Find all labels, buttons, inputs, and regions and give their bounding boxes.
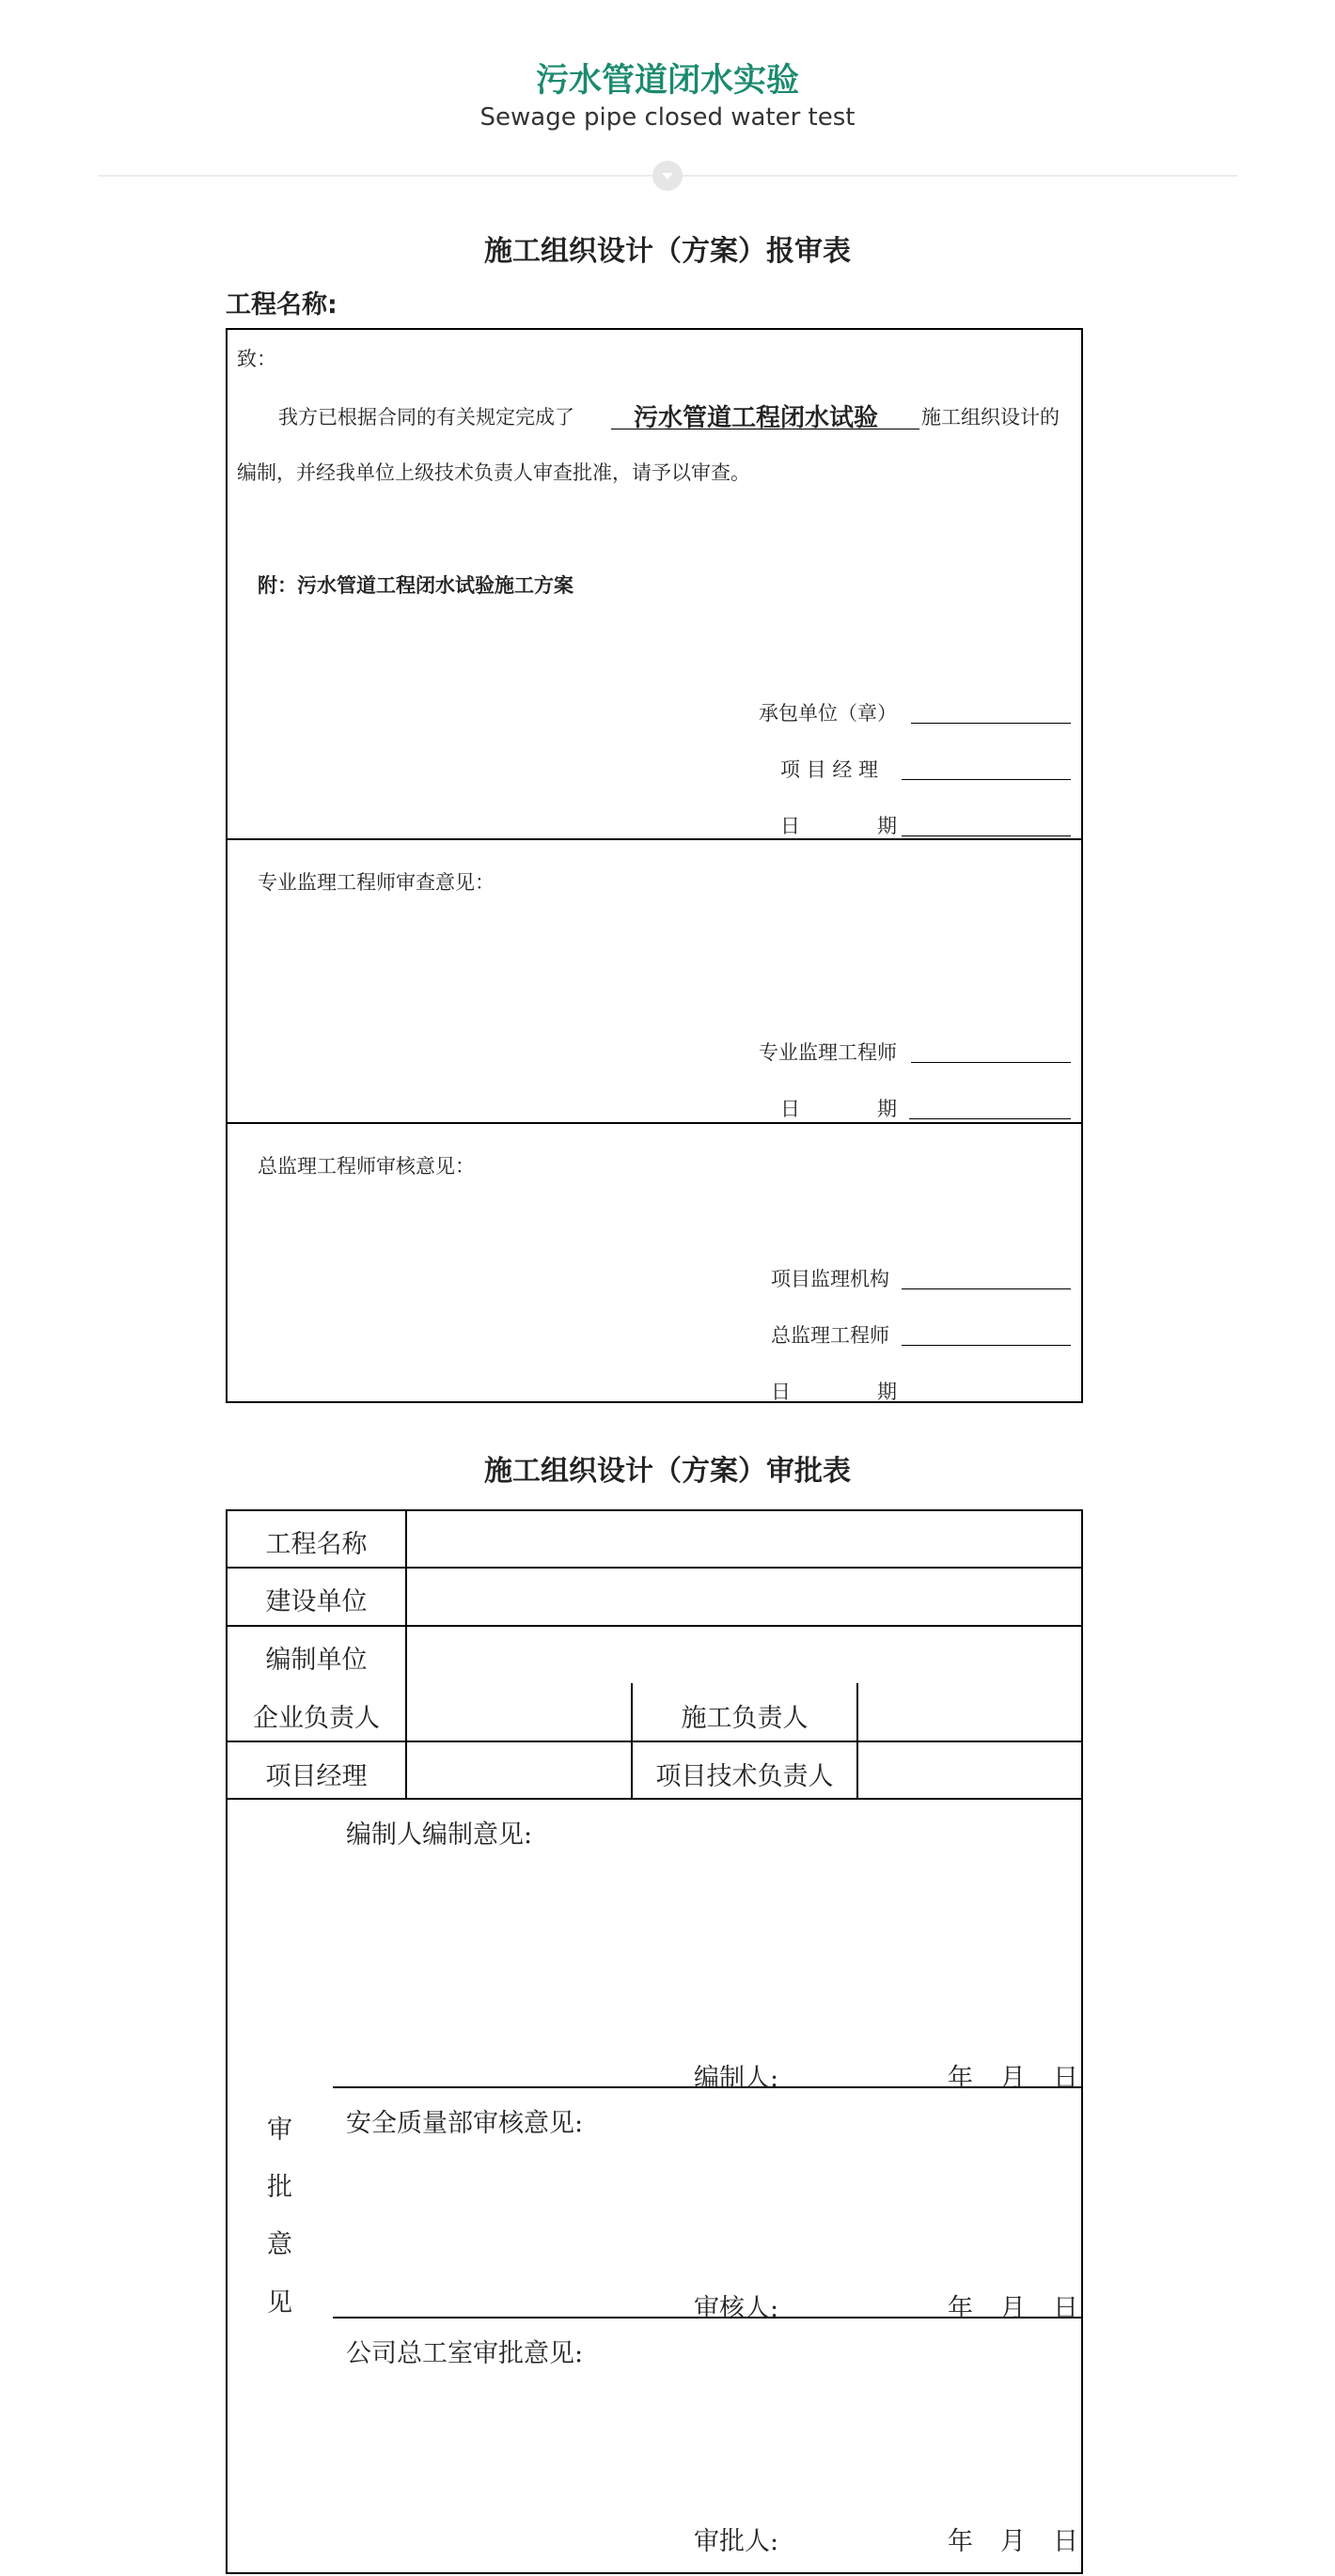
engineer-label: 专业监理工程师 — [759, 1041, 897, 1064]
date-underline-3 — [902, 1401, 1071, 1402]
form2-title: 施工组织设计（方案）审批表 — [484, 1455, 851, 1488]
opinion-char-1: 审 — [267, 2115, 292, 2145]
year-label-2: 年 — [948, 2294, 973, 2323]
body-prefix: 我方已根据合同的有关规定完成了 — [278, 406, 574, 429]
chevron-down-icon — [652, 161, 683, 191]
date-label-day-2: 日 — [780, 1098, 800, 1120]
day-label-1: 日 — [1053, 2064, 1078, 2093]
form2-row-line-4 — [226, 1798, 1083, 1800]
page-title: 污水管道闭水实验 — [535, 62, 799, 100]
safety-opinion-label: 安全质量部审核意见: — [346, 2109, 584, 2138]
page-subtitle: Sewage pipe closed water test — [479, 103, 856, 132]
org-label: 项目监理机构 — [771, 1268, 889, 1290]
org-underline — [902, 1288, 1071, 1289]
date-underline-2 — [909, 1118, 1071, 1119]
form2-col-line-3 — [856, 1683, 858, 1798]
project-name-label: 工程名称: — [226, 290, 338, 320]
enterprise-head-cell: 企业负责人 — [253, 1704, 380, 1733]
compiler-opinion-label: 编制人编制意见: — [346, 1820, 533, 1850]
opinion-char-3: 意 — [267, 2230, 292, 2259]
contractor-label: 承包单位（章） — [759, 702, 897, 725]
opinion-char-4: 见 — [267, 2288, 292, 2318]
body-suffix: 施工组织设计的 — [921, 406, 1060, 429]
form2-col-line-1 — [405, 1509, 407, 1798]
year-label-1: 年 — [948, 2064, 973, 2093]
chief-review-label: 总监理工程师审核意见： — [258, 1155, 475, 1178]
engineer-review-label: 专业监理工程师审查意见： — [258, 871, 495, 894]
pm-label: 项 目 经 理 — [780, 758, 879, 781]
month-label-3: 月 — [1000, 2527, 1026, 2556]
contractor-underline — [911, 723, 1071, 724]
project-name-cell: 工程名称 — [265, 1530, 368, 1559]
reviewer-sign-label: 审核人: — [694, 2294, 779, 2323]
form2-row-line-3 — [226, 1741, 1083, 1742]
pm-cell: 项目经理 — [265, 1762, 368, 1791]
month-label-1: 月 — [1000, 2064, 1026, 2093]
office-opinion-label: 公司总工室审批意见: — [346, 2339, 584, 2368]
compiler-sign-label: 编制人: — [694, 2064, 779, 2093]
month-label-2: 月 — [1000, 2294, 1026, 2323]
form1-divider-2 — [226, 1122, 1083, 1124]
date-label-period-3: 期 — [877, 1381, 897, 1403]
date-label-day: 日 — [780, 815, 800, 837]
chief-label: 总监理工程师 — [771, 1324, 889, 1347]
construction-head-cell: 施工负责人 — [681, 1704, 809, 1733]
date-label-period: 期 — [877, 815, 897, 837]
compiler-unit-cell: 编制单位 — [265, 1646, 368, 1675]
day-label-2: 日 — [1053, 2294, 1078, 2323]
approver-sign-label: 审批人: — [694, 2527, 779, 2556]
engineer-underline — [911, 1062, 1071, 1063]
form1-divider-1 — [226, 838, 1083, 840]
date-underline — [902, 835, 1071, 836]
year-label-3: 年 — [948, 2527, 973, 2556]
opinion-char-2: 批 — [267, 2173, 292, 2202]
chief-underline — [902, 1345, 1071, 1346]
day-label-3: 日 — [1053, 2527, 1078, 2556]
tech-head-cell: 项目技术负责人 — [655, 1762, 834, 1791]
form2-row-line-2 — [226, 1625, 1083, 1627]
pm-underline — [902, 779, 1071, 780]
form1-title: 施工组织设计（方案）报审表 — [484, 235, 851, 268]
builder-cell: 建设单位 — [265, 1587, 368, 1616]
to-label: 致： — [237, 348, 276, 370]
form2-row-line-1 — [226, 1567, 1083, 1569]
body-fill-value: 污水管道工程闭水试验 — [634, 404, 879, 432]
date-label-day-3: 日 — [771, 1381, 791, 1403]
body-line-2: 编制，并经我单位上级技术负责人审查批准，请予以审查。 — [237, 461, 750, 484]
date-label-period-2: 期 — [877, 1098, 897, 1120]
attachment: 附：污水管道工程闭水试验施工方案 — [258, 574, 573, 597]
report-form — [226, 328, 1083, 1403]
